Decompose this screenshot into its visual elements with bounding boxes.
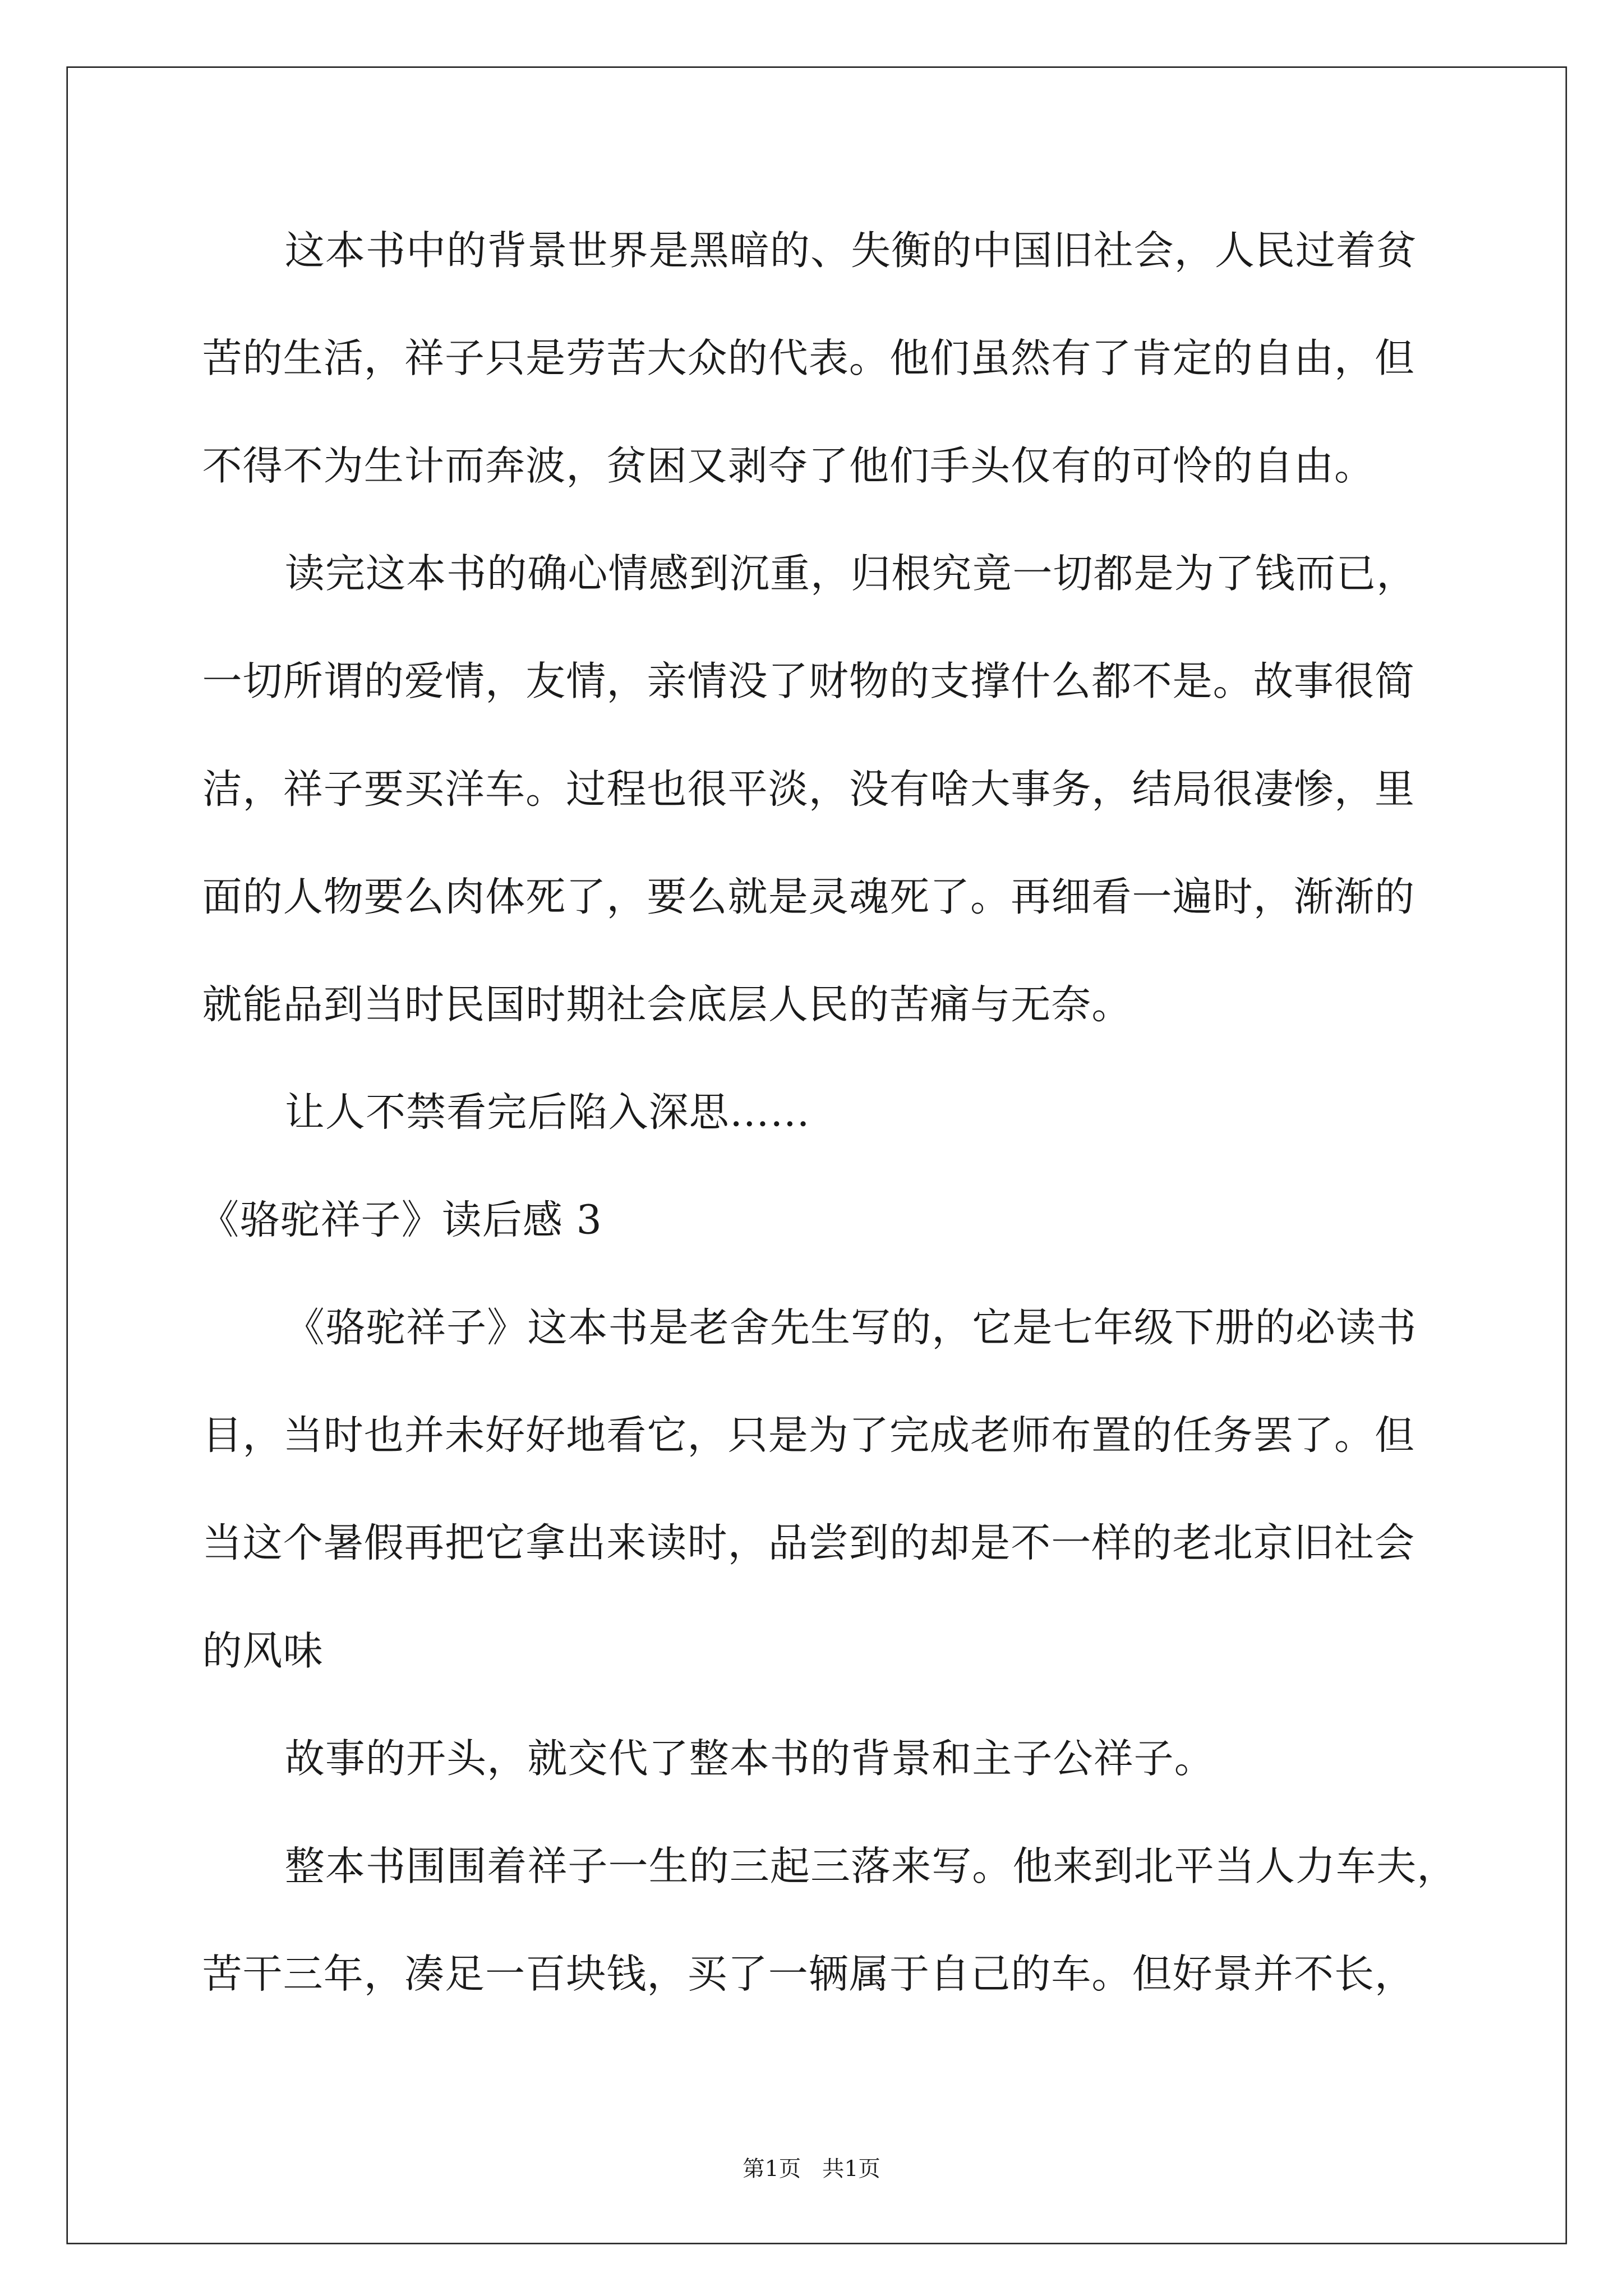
- paragraph-line: 让人不禁看完后陷入深思……: [284, 1090, 810, 1136]
- paragraph-line: 目，当时也并未好好地看它，只是为了完成老师布置的任务罢了。但: [202, 1413, 1415, 1460]
- page-number-footer: 第1页 共1页: [743, 2155, 880, 2183]
- paragraph-line: 面的人物要么肉体死了，要么就是灵魂死了。再细看一遍时，渐渐的: [202, 875, 1415, 921]
- paragraph-line: 就能品到当时民国时期社会底层人民的苦痛与无奈。: [202, 983, 1132, 1029]
- paragraph-line: 苦的生活，祥子只是劳苦大众的代表。他们虽然有了肯定的自由，但: [202, 336, 1415, 382]
- paragraph-line: 苦干三年，凑足一百块钱，买了一辆属于自己的车。但好景并不长，: [202, 1952, 1415, 1998]
- paragraph-line: 故事的开头，就交代了整本书的背景和主子公祥子。: [284, 1736, 1215, 1783]
- paragraph-line: 整本书围围着祥子一生的三起三落来写。他来到北平当人力车夫，: [284, 1844, 1458, 1891]
- paragraph-line: 读完这本书的确心情感到沉重，归根究竟一切都是为了钱而已，: [284, 551, 1417, 598]
- section-heading: 《骆驼祥子》读后感 3: [199, 1198, 602, 1244]
- paragraph-line: 这本书中的背景世界是黑暗的、失衡的中国旧社会，人民过着贫: [284, 228, 1417, 275]
- paragraph-line: 洁，祥子要买洋车。过程也很平淡，没有啥大事务，结局很凄惨，里: [202, 767, 1415, 813]
- page-border: [66, 66, 1567, 2244]
- paragraph-line: 当这个暑假再把它拿出来读时，品尝到的却是不一样的老北京旧社会: [202, 1521, 1415, 1567]
- paragraph-line: 一切所谓的爱情，友情，亲情没了财物的支撑什么都不是。故事很简: [202, 660, 1415, 706]
- paragraph-line: 不得不为生计而奔波，贫困又剥夺了他们手头仅有的可怜的自由。: [202, 444, 1375, 490]
- paragraph-line: 的风味: [202, 1629, 324, 1675]
- paragraph-line: 《骆驼祥子》这本书是老舍先生写的，它是七年级下册的必读书: [284, 1306, 1417, 1352]
